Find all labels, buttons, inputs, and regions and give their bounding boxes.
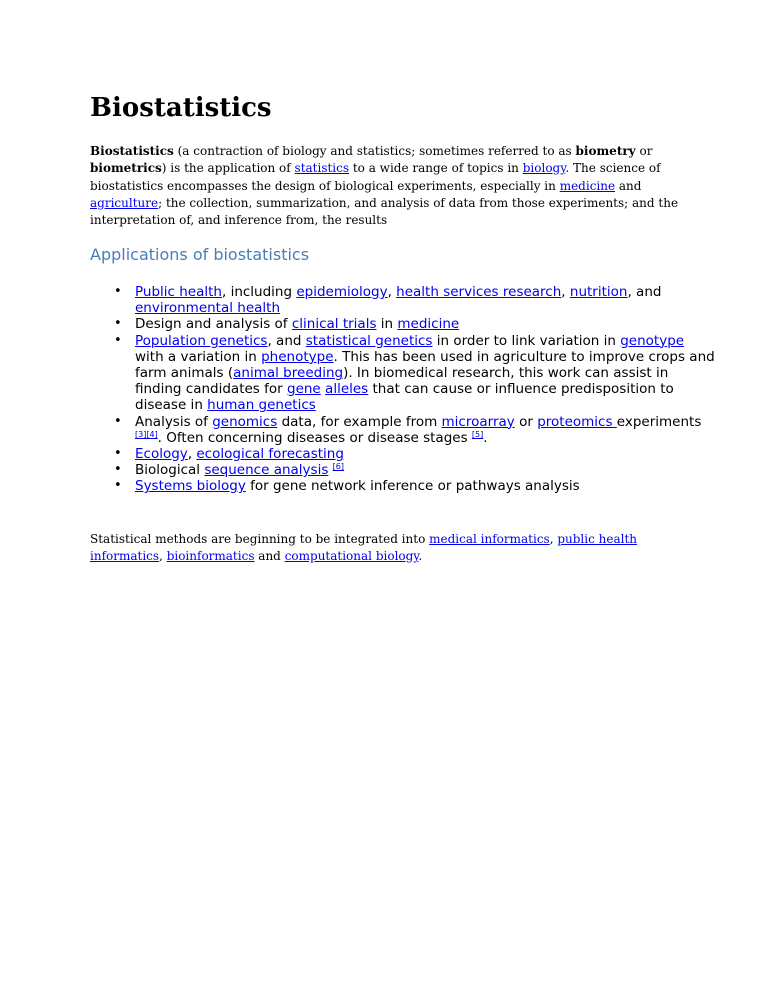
bullet-icon: •	[114, 478, 122, 494]
list-item	[114, 446, 715, 463]
link-statistics[interactable]: statistics	[294, 161, 350, 176]
text: to a wide range of topics in	[349, 161, 523, 176]
link-biology[interactable]: biology	[522, 161, 566, 176]
bullet-icon: •	[114, 284, 122, 299]
text: and	[254, 549, 285, 564]
list-item	[114, 413, 715, 446]
link-phenotype[interactable]: phenotype	[261, 348, 334, 365]
bold-term: Biostatistics	[90, 144, 174, 158]
text: that can cause or influence predisposition to disease in	[135, 381, 674, 414]
bullet-icon: •	[114, 462, 122, 478]
link-population-genetics[interactable]: Population genetics	[135, 332, 268, 349]
text: experiments	[616, 413, 702, 430]
citation-link[interactable]: [3][4]	[135, 429, 158, 439]
text: Design and analysis of	[135, 316, 292, 333]
list-item	[114, 462, 715, 479]
text: . The science of biostatistics encompasses the design of biological experiments, especially in	[90, 161, 661, 193]
citation-link[interactable]: [6]	[332, 462, 344, 472]
link-public-health-informatics[interactable]: public health informatics	[90, 532, 638, 564]
link-microarray[interactable]: microarray	[441, 413, 515, 430]
link-human-genetics[interactable]: human genetics	[207, 397, 316, 414]
text: in	[376, 316, 398, 333]
link-statistical-genetics[interactable]: statistical genetics	[305, 332, 433, 349]
list-item	[114, 316, 715, 333]
text: ). In biomedical research, this work can assist in finding candidates for	[135, 365, 669, 398]
text: ,	[387, 284, 397, 300]
citation-link[interactable]: [5]	[471, 429, 484, 439]
bold-term: biometrics	[90, 161, 162, 176]
applications-list	[90, 284, 715, 495]
link-alleles[interactable]: alleles	[325, 381, 369, 398]
text: .	[418, 549, 423, 564]
link-animal-breeding[interactable]: animal breeding	[233, 365, 344, 382]
bullet-icon: •	[114, 446, 122, 462]
link-environmental-health[interactable]: environmental health	[135, 300, 281, 317]
bullet-icon: •	[114, 316, 122, 332]
text: ,	[549, 532, 558, 546]
link-health-services-research[interactable]: health services research	[396, 284, 562, 300]
page-title: Biostatistics	[90, 93, 272, 123]
text: Analysis of	[135, 413, 213, 430]
text: (a contraction of biology and statistics; sometimes referred to as	[173, 144, 576, 158]
list-item	[114, 478, 715, 495]
text: ; the collection, summarization, and analysis of data from those experiments; and the interpretation of, and inference from, the results	[90, 195, 679, 228]
text: , and	[627, 284, 662, 300]
link-clinical-trials[interactable]: clinical trials	[291, 316, 377, 333]
link-sequence-analysis[interactable]: sequence analysis	[204, 462, 329, 479]
link-proteomics[interactable]: proteomics	[537, 413, 617, 430]
text: . This has been used in agriculture to improve crops and farm animals (	[135, 348, 715, 382]
bullet-icon: •	[114, 413, 122, 429]
text: and	[615, 178, 642, 193]
section-heading: Applications of biostatistics	[90, 245, 310, 264]
text: . Often concerning diseases or disease stages	[157, 429, 472, 446]
closing-paragraph	[90, 531, 680, 566]
text: ,	[561, 284, 570, 300]
text: in order to link variation in	[432, 332, 621, 349]
link-medicine[interactable]: medicine	[559, 178, 616, 193]
text: .	[483, 429, 488, 446]
link-gene[interactable]: gene	[287, 381, 321, 398]
link-ecological-forecasting[interactable]: ecological forecasting	[196, 446, 344, 463]
link-agriculture[interactable]: agriculture	[90, 195, 159, 210]
text: or	[635, 144, 653, 158]
link-medicine[interactable]: medicine	[397, 316, 460, 333]
link-computational-biology[interactable]: computational biology	[284, 549, 419, 564]
bullet-icon: •	[114, 332, 122, 348]
link-genotype[interactable]: genotype	[620, 332, 685, 349]
text: ,	[159, 549, 167, 564]
link-epidemiology[interactable]: epidemiology	[296, 284, 388, 300]
text: with a variation in	[135, 348, 262, 365]
link-ecology[interactable]: Ecology	[135, 446, 188, 463]
link-systems-biology[interactable]: Systems biology	[135, 478, 246, 495]
intro-paragraph	[90, 143, 680, 229]
link-nutrition[interactable]: nutrition	[569, 284, 628, 300]
text: or	[514, 413, 538, 430]
text: data, for example from	[277, 413, 442, 430]
link-genomics[interactable]: genomics	[212, 413, 278, 430]
text: for gene network inference or pathways analysis	[245, 478, 580, 495]
text: ) is the application of	[161, 161, 295, 176]
text: Statistical methods are beginning to be integrated into	[90, 532, 430, 546]
list-item	[114, 332, 715, 414]
text: ,	[187, 446, 197, 463]
link-bioinformatics[interactable]: bioinformatics	[166, 549, 255, 564]
link-public-health[interactable]: Public health	[135, 284, 222, 300]
list-item	[114, 284, 715, 317]
bold-term: biometry	[575, 144, 636, 158]
link-medical-informatics[interactable]: medical informatics	[429, 532, 550, 546]
text: Biological	[135, 462, 205, 479]
text: , including	[221, 284, 297, 300]
text: , and	[267, 332, 306, 349]
